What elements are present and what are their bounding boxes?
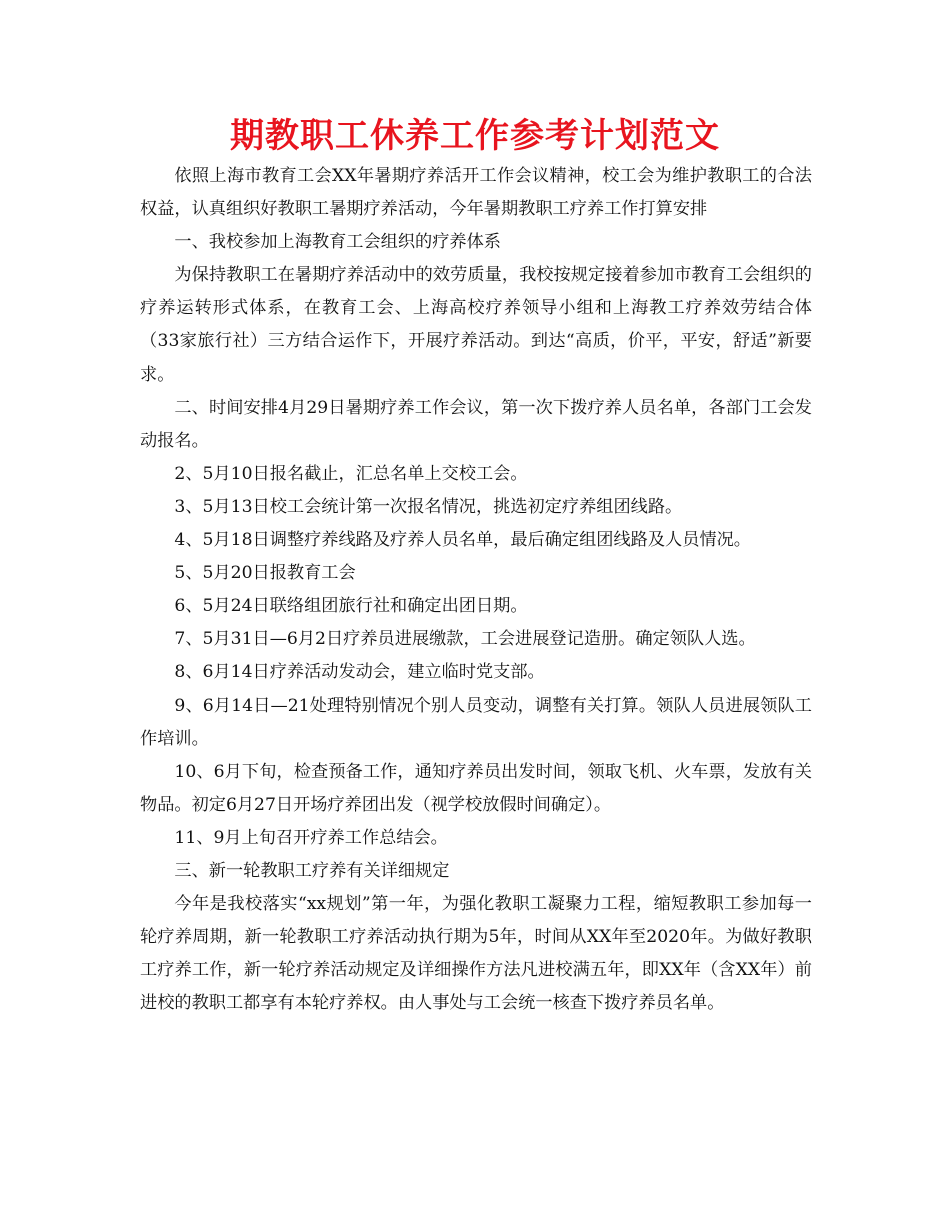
list-item: 9、6月14日—21处理特别情况个别人员变动，调整有关打算。领队人员进展领队工作培训。 (140, 695, 812, 749)
list-item: 4、5月18日调整疗养线路及疗养人员名单，最后确定组团线路及人员情况。 (174, 530, 751, 551)
section-heading-2: 二、时间安排4月29日暑期疗养工作会议，第一次下拨疗养人员名单，各部门工会发动报名。 (140, 397, 812, 451)
list-item: 5、5月20日报教育工会 (174, 563, 356, 584)
list-item: 2、5月10日报名截止，汇总名单上交校工会。 (174, 463, 528, 484)
list-item: 11、9月上旬召开疗养工作总结会。 (174, 827, 448, 848)
paragraph-section-1: 为保持教职工在暑期疗养活动中的效劳质量，我校按规定接着参加市教育工会组织的疗养运转形式体系，在教育工会、上海高校疗养领导小组和上海教工疗养效劳结合体（33家旅行社）三方结合运作下，开展疗养活动。到达“高质，价平，平安，舒适”新要求。 (140, 265, 812, 385)
list-item: 10、6月下旬，检查预备工作，通知疗养员出发时间，领取飞机、火车票，发放有关物品。初定6月27日开场疗养团出发（视学校放假时间确定）。 (140, 761, 812, 815)
document-title: 期教职工休养工作参考计划范文 (230, 116, 720, 156)
section-heading-1: 一、我校参加上海教育工会组织的疗养体系 (174, 232, 501, 253)
list-item: 3、5月13日校工会统计第一次报名情况，挑选初定疗养组团线路。 (174, 496, 683, 517)
list-item: 8、6月14日疗养活动发动会，建立临时党支部。 (174, 662, 545, 683)
document-body (140, 160, 812, 1020)
list-item: 7、5月31日—6月2日疗养员进展缴款，工会进展登记造册。确定领队人选。 (174, 629, 756, 650)
paragraph-intro: 依照上海市教育工会XX年暑期疗养活开工作会议精神，校工会为维护教职工的合法权益，认真组织好教职工暑期疗养活动，今年暑期教职工疗养工作打算安排 (140, 166, 812, 220)
paragraph-section-3: 今年是我校落实“xx规划”第一年，为强化教职工凝聚力工程，缩短教职工参加每一轮疗养周期，新一轮教职工疗养活动执行期为5年，时间从XX年至2020年。为做好教职工疗养工作，新一轮疗养活动规定及详细操作方法凡进校满五年，即XX年（含XX年）前进校的教职工都享有本轮疗养权。由人事处与工会统一核查下拨疗养员名单。 (140, 894, 812, 1014)
list-item: 6、5月24日联络组团旅行社和确定出团日期。 (174, 596, 528, 617)
section-heading-3: 三、新一轮教职工疗养有关详细规定 (174, 860, 450, 881)
